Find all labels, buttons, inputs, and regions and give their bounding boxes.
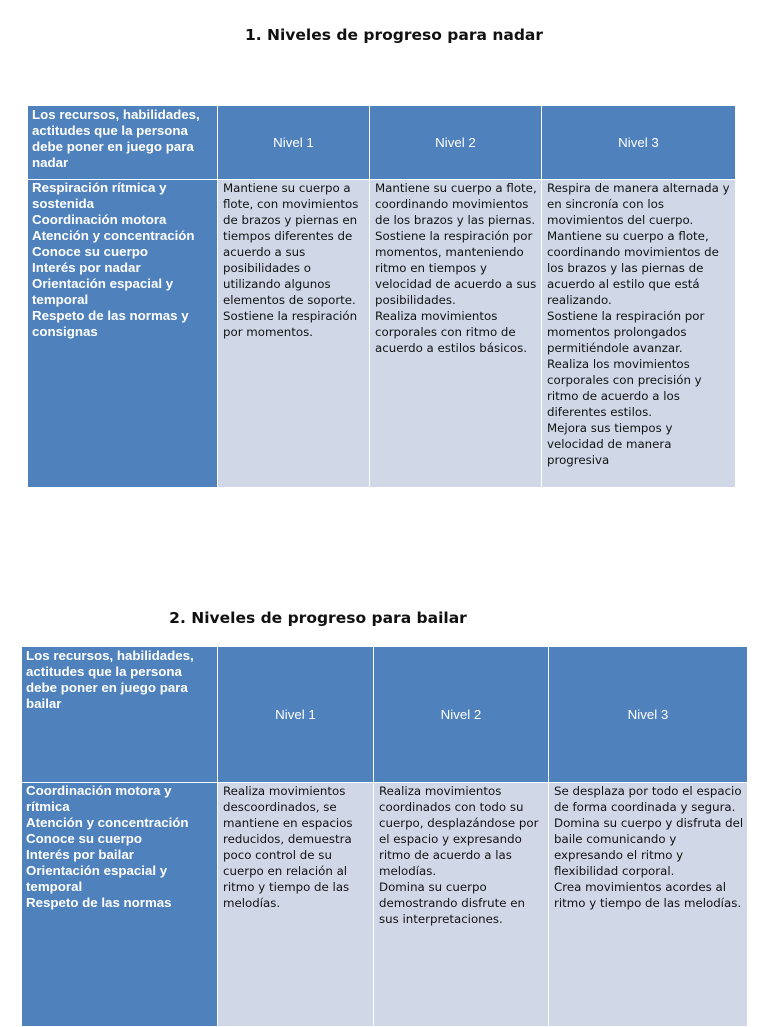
skill-item: Interés por bailar xyxy=(26,847,134,862)
level-description: Domina su cuerpo y disfruta del baile comunicando y expresando el ritmo y flexibilidad corporal. xyxy=(554,816,744,878)
skill-item: Atención y concentración xyxy=(32,228,195,243)
skills-cell xyxy=(28,180,218,488)
resources-header-text: Los recursos, habilidades, actitudes que la persona debe poner en juego para nadar xyxy=(32,107,200,170)
level-description: Mantiene su cuerpo a flote, coordinando movimientos de los brazos y las piernas. xyxy=(375,181,537,227)
level-3-cell xyxy=(542,180,736,488)
skill-item: Respeto de las normas xyxy=(26,895,172,910)
level-description: Respira de manera alternada y en sincronía con los movimientos del cuerpo. xyxy=(547,181,730,227)
table-row xyxy=(28,180,736,488)
level-1-header: Nivel 1 xyxy=(218,106,370,180)
level-description: Mantiene su cuerpo a flote, coordinando movimientos de los brazos y las piernas de acuerdo al estilo que está realizando. xyxy=(547,229,719,307)
level-3-header: Nivel 3 xyxy=(542,106,736,180)
resources-header-cell xyxy=(22,647,218,783)
skill-item: Conoce su cuerpo xyxy=(32,244,148,259)
level-description: Sostiene la respiración por momentos, manteniendo ritmo en tiempos y velocidad de acuerdo a sus posibilidades. xyxy=(375,229,537,307)
skill-item: Coordinación motora xyxy=(32,212,167,227)
level-description: Mejora sus tiempos y velocidad de manera progresiva xyxy=(547,421,673,467)
skill-item: Orientación espacial y temporal xyxy=(32,276,174,307)
level-description: Mantiene su cuerpo a flote, con movimientos de brazos y piernas en tiempos diferentes de acuerdo a sus posibilidades o utilizando algunos elementos de soporte. xyxy=(223,181,359,307)
level-description: Realiza movimientos corporales con ritmo de acuerdo a estilos básicos. xyxy=(375,309,527,355)
level-1-cell xyxy=(218,180,370,488)
level-description: Realiza movimientos descoordinados, se mantiene en espacios reducidos, demuestra poco control de su cuerpo en relación al ritmo y tiempo de las melodías. xyxy=(223,784,353,910)
level-1-cell xyxy=(218,783,374,1027)
skill-item: Coordinación motora y rítmica xyxy=(26,783,172,814)
table-header-row xyxy=(22,647,748,783)
skill-item: Interés por nadar xyxy=(32,260,141,275)
dancing-progress-table xyxy=(21,646,748,1027)
level-description: Sostiene la respiración por momentos prolongados permitiéndole avanzar. xyxy=(547,309,705,355)
level-2-cell xyxy=(370,180,542,488)
skills-cell xyxy=(22,783,218,1027)
skills-list xyxy=(28,180,217,340)
resources-header-text: Los recursos, habilidades, actitudes que la persona debe poner en juego para bailar xyxy=(26,648,194,711)
level-description: Se desplaza por todo el espacio de forma coordinada y segura. xyxy=(554,784,742,814)
section2-title: 2. Niveles de progreso para bailar xyxy=(169,609,467,627)
level-1-header: Nivel 1 xyxy=(218,647,374,783)
resources-header-cell xyxy=(28,106,218,180)
skill-item: Atención y concentración xyxy=(26,815,189,830)
skill-item: Respeto de las normas y consignas xyxy=(32,308,189,339)
level-description: Domina su cuerpo demostrando disfrute en sus interpretaciones. xyxy=(379,880,525,926)
table-row xyxy=(22,783,748,1027)
skill-item: Respiración rítmica y sostenida xyxy=(32,180,167,211)
level-description: Sostiene la respiración por momentos. xyxy=(223,309,358,339)
level-description: Realiza movimientos coordinados con todo su cuerpo, desplazándose por el espacio y expresando ritmo de acuerdo a las melodías. xyxy=(379,784,539,878)
level-description: Crea movimientos acordes al ritmo y tiempo de las melodías. xyxy=(554,880,742,910)
level-2-header: Nivel 2 xyxy=(374,647,549,783)
level-2-header: Nivel 2 xyxy=(370,106,542,180)
table-header-row xyxy=(28,106,736,180)
skills-list xyxy=(22,783,217,911)
level-2-cell xyxy=(374,783,549,1027)
level-3-header: Nivel 3 xyxy=(549,647,748,783)
skill-item: Orientación espacial y temporal xyxy=(26,863,168,894)
level-description: Realiza los movimientos corporales con precisión y ritmo de acuerdo a los diferentes estilos. xyxy=(547,357,702,419)
level-3-cell xyxy=(549,783,748,1027)
section1-title: 1. Niveles de progreso para nadar xyxy=(244,26,544,44)
skill-item: Conoce su cuerpo xyxy=(26,831,142,846)
swimming-progress-table xyxy=(27,105,736,488)
